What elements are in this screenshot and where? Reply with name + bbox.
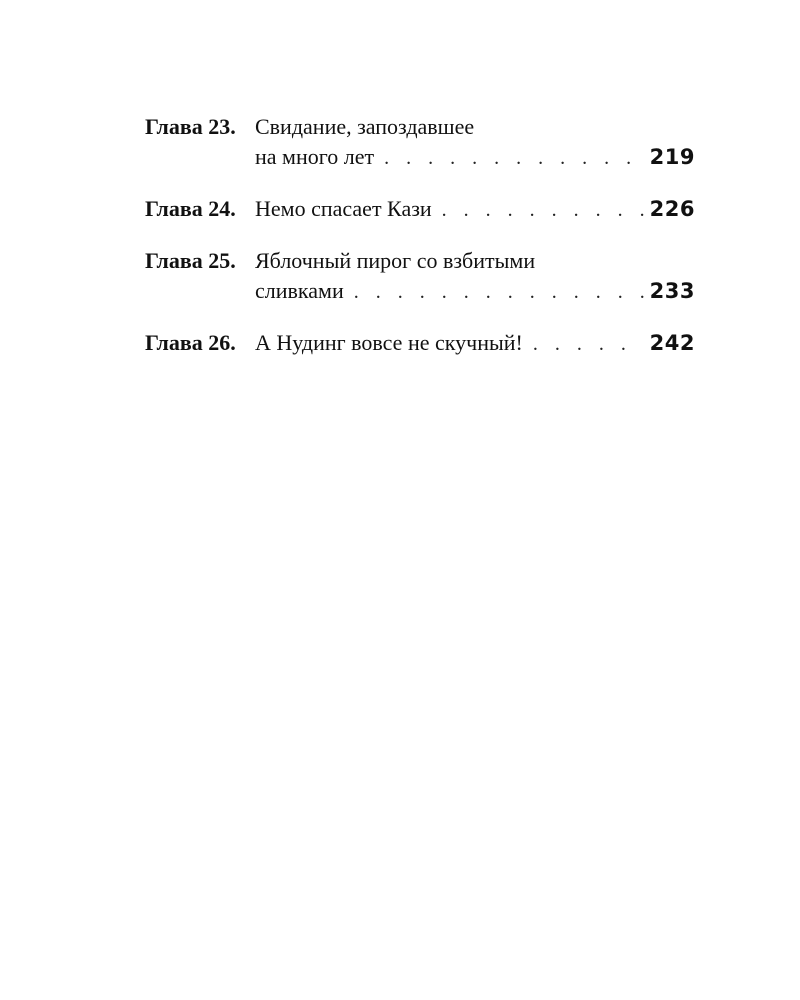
dot-leader [354,277,644,307]
chapter-title-continuation: сливками [255,278,344,303]
toc-entry-line [145,194,695,224]
chapter-title: Яблочный пирог со взбитыми [255,248,536,273]
chapter-label: Глава 23. [145,114,236,139]
toc-entry-line [145,328,695,358]
toc-entry-line [145,276,695,306]
page-number: 219 [649,145,695,169]
toc-entry-chapter-26[interactable] [145,328,695,358]
chapter-title: А Нудинг вовсе не скучный! [255,330,523,355]
dot-leader [384,143,644,173]
dot-leader [533,329,644,359]
chapter-label: Глава 25. [145,248,236,273]
page-number: 226 [649,197,695,221]
toc-entry-line [145,142,695,172]
toc-entry-line [145,112,695,142]
table-of-contents [145,112,695,380]
toc-entry-chapter-25[interactable] [145,246,695,306]
toc-entry-chapter-24[interactable] [145,194,695,224]
chapter-label: Глава 24. [145,196,236,221]
chapter-title: Свидание, запоздавшее [255,114,475,139]
dot-leader [442,195,644,225]
chapter-label: Глава 26. [145,330,236,355]
page-number: 233 [649,279,695,303]
chapter-title: Немо спасает Кази [255,196,432,221]
chapter-title-continuation: на много лет [255,144,375,169]
toc-entry-line [145,246,695,276]
page-number: 242 [649,331,695,355]
toc-entry-chapter-23[interactable] [145,112,695,172]
